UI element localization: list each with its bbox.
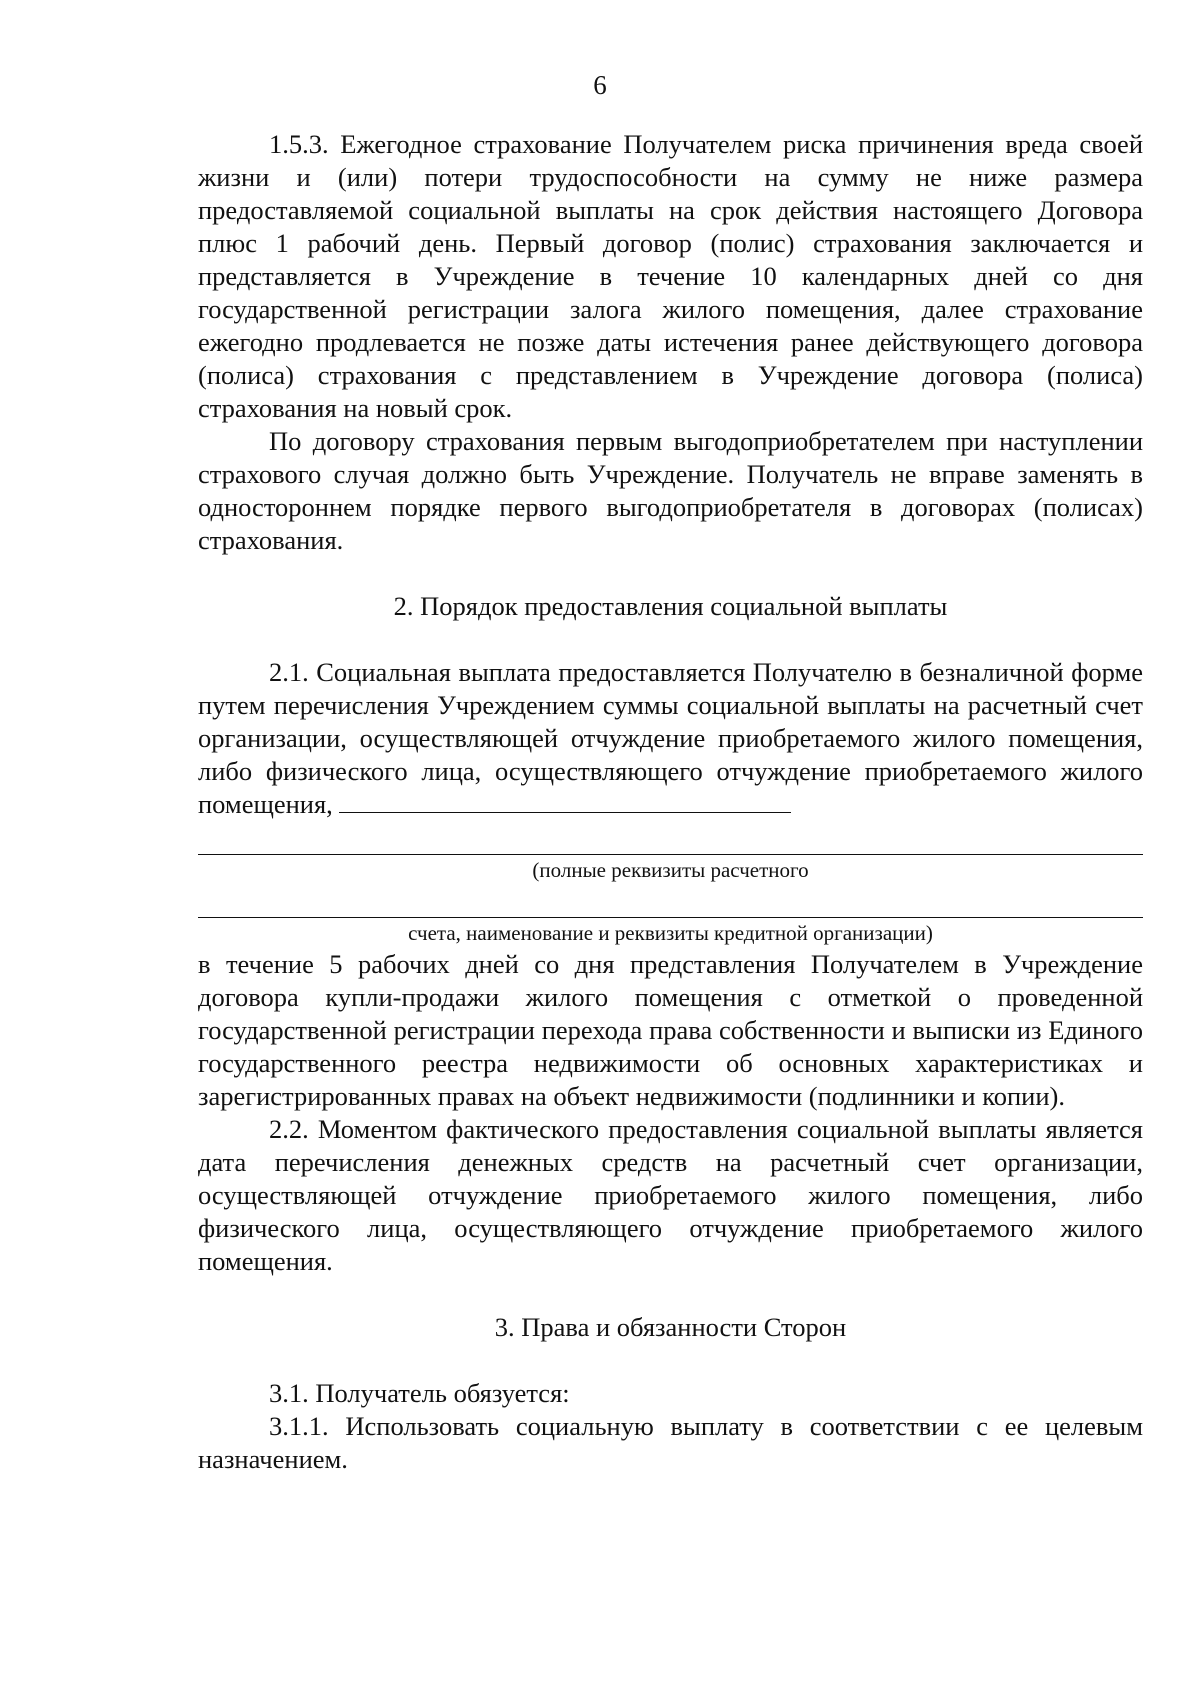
paragraph-2-1-end: в течение 5 рабочих дней со дня представления Получателем в Учреждение договора купли-продажи жилого помещения с отметкой о проведенной государственной регистрации перехода права собственности и выписки из Единого государственного реестра недвижимости об основных характеристиках и зарегистрированных правах на объект недвижимости (подлинники и копии).: [198, 949, 1143, 1111]
paragraph-1-5-3: 1.5.3. Ежегодное страхование Получателем риска причинения вреда своей жизни и (или) потери трудоспособности на сумму не ниже размера предоставляемой социальной выплаты на срок действия настоящего Договора плюс 1 рабочий день. Первый договор (полис) страхования заключается и представляется в Учреждение в течение 10 календарных дней со дня государственной регистрации залога жилого помещения, далее страхование ежегодно продлевается не позже даты истечения ранее действующего договора (полиса) страхования с представлением в Учреждение договора (полиса) страхования на новый срок.: [198, 129, 1143, 423]
section-heading-2: 2. Порядок предоставления социальной выплаты: [393, 591, 948, 621]
section-heading-3: 3. Права и обязанности Сторон: [494, 1312, 847, 1342]
blank-line-full-2: [198, 891, 1143, 918]
field-caption-1: (полные реквизиты расчетного: [532, 858, 809, 882]
blank-line-inline: [339, 790, 791, 813]
field-caption-2: счета, наименование и реквизиты кредитной организации): [408, 921, 933, 945]
paragraph-beneficiary: По договору страхования первым выгодоприобретателем при наступлении страхового случая должно быть Учреждение. Получатель не вправе заменять в одностороннем порядке первого выгодоприобретателя в договорах (полисах) страхования.: [198, 426, 1143, 555]
paragraph-3-1: 3.1. Получатель обязуется:: [269, 1378, 570, 1408]
paragraph-2-2: 2.2. Моментом фактического предоставления социальной выплаты является дата перечисления денежных средств на расчетный счет организации, осуществляющей отчуждение приобретаемого жилого помещения, либо физического лица, осуществляющего отчуждение приобретаемого жилого помещения.: [198, 1114, 1143, 1276]
paragraph-2-1-start: [198, 656, 1143, 821]
paragraph-2-1-text: 2.1. Социальная выплата предоставляется Получателю в безналичной форме путем перечисления Учреждением суммы социальной выплаты на расчетный счет организации, осуществляющей отчуждение приобретаемого жилого помещения, либо физического лица, осуществляющего отчуждение приобретаемого жилого помещения,: [198, 657, 1143, 819]
document-body: [198, 128, 1143, 1476]
blank-line-full-1: [198, 821, 1143, 855]
page-number: 6: [593, 70, 607, 100]
paragraph-3-1-1: 3.1.1. Использовать социальную выплату в соответствии с ее целевым назначением.: [198, 1411, 1143, 1474]
